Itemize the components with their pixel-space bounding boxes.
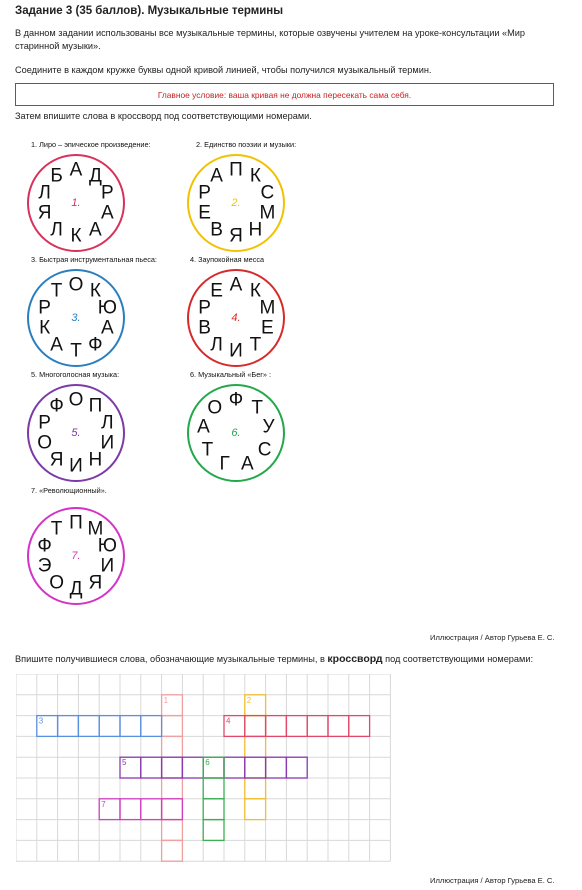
circle-number-5: 5.	[71, 427, 81, 439]
circle-3-letter: О	[68, 274, 84, 296]
circle-label-1: 1. Лиро – эпическое произведение:	[31, 140, 151, 149]
circle-6-letter: У	[262, 416, 275, 438]
circle-4-letter: В	[198, 317, 211, 339]
crossword-number-7: 7	[101, 799, 106, 809]
circle-3-letter: А	[50, 334, 63, 356]
crossword-cell-word-6[interactable]	[203, 778, 224, 799]
warning-box	[15, 83, 554, 106]
crossword-cell-word-3[interactable]	[141, 716, 162, 737]
circle-7-letter: Д	[69, 578, 83, 600]
crossword-cell-word-2[interactable]	[245, 716, 266, 737]
crossword-cell-word-5[interactable]	[182, 757, 203, 778]
circle-number-2: 2.	[231, 197, 241, 209]
circle-3-letter: А	[101, 317, 114, 339]
circle-2-letter: П	[229, 159, 243, 181]
circle-label-2: 2. Единство поэзии и музыки:	[196, 140, 297, 149]
circle-4-letter: И	[229, 340, 243, 362]
circle-label-6: 6. Музыкальный «Бег» :	[190, 370, 272, 379]
crossword-cell-word-2[interactable]	[245, 799, 266, 820]
instruction-text: Соедините в каждом кружке буквы одной кривой линией, чтобы получился музыкальный термин.	[15, 65, 432, 75]
circle-7-letter: Ф	[37, 535, 52, 557]
circle-5-letter: О	[37, 432, 52, 454]
circle-5-letter: И	[100, 432, 115, 454]
circle-label-4: 4. Заупокойная месса	[190, 255, 265, 264]
page-title: Задание 3 (35 баллов). Музыкальные термины	[15, 5, 284, 17]
crossword-cell-word-1[interactable]	[162, 736, 183, 757]
intro-text: В данном задании использованы все музыкальные термины, которые озвучены учителем на уроке-консультации «Мир старинной музыки».	[15, 28, 526, 51]
circle-3-letter: Т	[50, 280, 63, 302]
circle-7-letter: О	[49, 572, 64, 594]
circle-2-letter: М	[259, 202, 276, 224]
crossword-cell-word-3[interactable]	[120, 716, 141, 737]
circle-1-letter: А	[101, 202, 114, 224]
crossword-cell-word-1[interactable]	[162, 757, 183, 778]
crossword-cell-word-2[interactable]	[245, 757, 266, 778]
circle-3-letter: К	[39, 317, 51, 339]
crossword-cell-word-1[interactable]	[162, 820, 183, 841]
circle-3-letter: Р	[38, 297, 51, 319]
circle-label-3: 3. Быстрая инструментальная пьеса:	[31, 255, 157, 264]
circle-7-letter: Э	[37, 555, 52, 577]
circle-2-letter: Р	[198, 182, 211, 204]
illustration-credit: Иллюстрация / Автор Гурьева Е. С.	[430, 633, 555, 642]
warning-text: Главное условие: ваша кривая не должна пересекать сама себя.	[157, 89, 412, 100]
circle-number-7: 7.	[71, 550, 81, 562]
circle-label-7: 7. «Револющионный».	[31, 486, 107, 495]
crossword-number-2: 2	[246, 695, 252, 705]
circle-6-letter: А	[197, 416, 210, 438]
crossword-number-3: 3	[38, 716, 44, 726]
circle-1-letter: Б	[50, 165, 63, 187]
crossword-cell-word-4[interactable]	[266, 716, 287, 737]
crossword-cell-word-3[interactable]	[58, 716, 79, 737]
crossword-cell-word-4[interactable]	[307, 716, 328, 737]
crossword-cell-word-6[interactable]	[203, 799, 224, 820]
crossword-cell-word-2[interactable]	[245, 778, 266, 799]
circle-2-letter: С	[260, 182, 275, 204]
circle-4-letter: Е	[261, 317, 274, 339]
crossword-intro-before: Впишите получившиеся слова, обозначающие музыкальные термины, в	[15, 654, 325, 664]
circle-5-letter: П	[88, 395, 103, 417]
crossword-cell-word-1[interactable]	[162, 778, 183, 799]
crossword-intro	[15, 653, 533, 665]
crossword-cell-word-3[interactable]	[99, 716, 120, 737]
circle-6-letter: Т	[251, 397, 264, 419]
crossword-cell-word-7[interactable]	[141, 799, 162, 820]
crossword-cell-word-4[interactable]	[286, 716, 307, 737]
circle-number-6: 6.	[231, 427, 241, 439]
circle-3-letter: К	[89, 280, 101, 302]
circle-1-letter: Л	[50, 219, 63, 241]
circle-4-letter: К	[249, 280, 261, 302]
circle-6-letter: Г	[219, 453, 230, 475]
circle-6-letter: С	[257, 439, 272, 460]
then-text: Затем впишите слова в кроссворд под соответствующими номерами.	[15, 111, 312, 121]
circle-7-letter: Ю	[97, 535, 117, 557]
circle-7-letter: Т	[50, 518, 63, 540]
circle-1-letter: Р	[101, 182, 114, 204]
crossword-intro-bold: кроссворд	[327, 653, 383, 665]
crossword-cell-word-2[interactable]	[245, 736, 266, 757]
crossword-number-6: 6	[205, 758, 210, 768]
crossword-cell-word-1[interactable]	[162, 799, 183, 820]
circle-1-letter: Л	[38, 182, 51, 204]
circle-7-letter: П	[69, 512, 83, 534]
crossword-number-4: 4	[226, 716, 231, 726]
crossword-cell-word-5[interactable]	[224, 757, 245, 778]
crossword-number-5: 5	[122, 758, 127, 768]
crossword-cell-word-4[interactable]	[328, 716, 349, 737]
circle-5-letter: О	[68, 389, 84, 411]
crossword-cell-word-6[interactable]	[203, 820, 224, 841]
crossword-credit: Иллюстрация / Автор Гурьева Е. С.	[430, 876, 555, 885]
circle-5-letter: Я	[49, 449, 64, 471]
circle-3-letter: Ю	[97, 297, 117, 319]
crossword-number-1: 1	[163, 695, 169, 705]
crossword-cell-word-5[interactable]	[286, 757, 307, 778]
crossword-cell-word-5[interactable]	[162, 757, 183, 778]
circle-5-letter: Л	[101, 412, 114, 434]
circle-6-letter: А	[240, 453, 254, 475]
circle-6-letter: О	[207, 397, 223, 419]
circle-number-3: 3.	[71, 312, 81, 324]
circle-1-letter: Д	[88, 165, 102, 187]
circle-1-letter: К	[70, 225, 82, 247]
circle-5-letter: Н	[88, 449, 103, 471]
circle-4-letter: Т	[249, 334, 262, 356]
circle-1-letter: А	[69, 159, 83, 181]
circle-4-letter: М	[259, 297, 276, 319]
crossword-cell-word-5[interactable]	[245, 757, 266, 778]
crossword-cell-word-3[interactable]	[78, 716, 99, 737]
circle-4-letter: Л	[210, 334, 223, 356]
crossword-cell-word-4[interactable]	[245, 716, 266, 737]
crossword-grid	[16, 674, 392, 864]
circle-6-letter: Ф	[228, 389, 244, 411]
circle-2-letter: Я	[229, 225, 243, 247]
circle-1-letter: Я	[37, 202, 52, 224]
circle-5-letter: И	[69, 455, 83, 477]
circle-4-letter: Р	[198, 297, 211, 319]
crossword-cell-word-7[interactable]	[162, 799, 183, 820]
circle-2-letter: В	[210, 219, 223, 241]
circle-7-letter: И	[100, 555, 115, 577]
crossword-cell-word-5[interactable]	[266, 757, 287, 778]
circle-number-1: 1.	[71, 197, 81, 209]
circle-7-letter: Я	[88, 572, 103, 594]
crossword-intro-after: под соответствующими номерами:	[385, 654, 534, 664]
crossword-cell-word-5[interactable]	[141, 757, 162, 778]
crossword-cell-word-1[interactable]	[162, 840, 183, 861]
circle-2-letter: Н	[248, 219, 263, 241]
circle-7-letter: М	[87, 518, 104, 540]
circle-number-4: 4.	[231, 312, 241, 324]
circle-4-letter: А	[229, 274, 243, 296]
circle-3-letter: Т	[70, 340, 82, 362]
circle-1-letter: А	[89, 219, 102, 241]
circle-5-letter: Р	[38, 412, 51, 434]
crossword-cell-word-1[interactable]	[162, 716, 183, 737]
circle-3-letter: Ф	[88, 334, 103, 356]
circle-2-letter: К	[249, 165, 261, 187]
crossword-cell-word-7[interactable]	[120, 799, 141, 820]
circle-5-letter: Ф	[49, 395, 64, 417]
circle-2-letter: А	[210, 165, 223, 187]
circle-label-5: 5. Многоголосная музыка:	[31, 370, 120, 379]
crossword-cell-word-4[interactable]	[349, 716, 370, 737]
circle-6-letter: Т	[201, 439, 214, 460]
circle-2-letter: Е	[198, 202, 211, 224]
circle-4-letter: Е	[210, 280, 223, 302]
